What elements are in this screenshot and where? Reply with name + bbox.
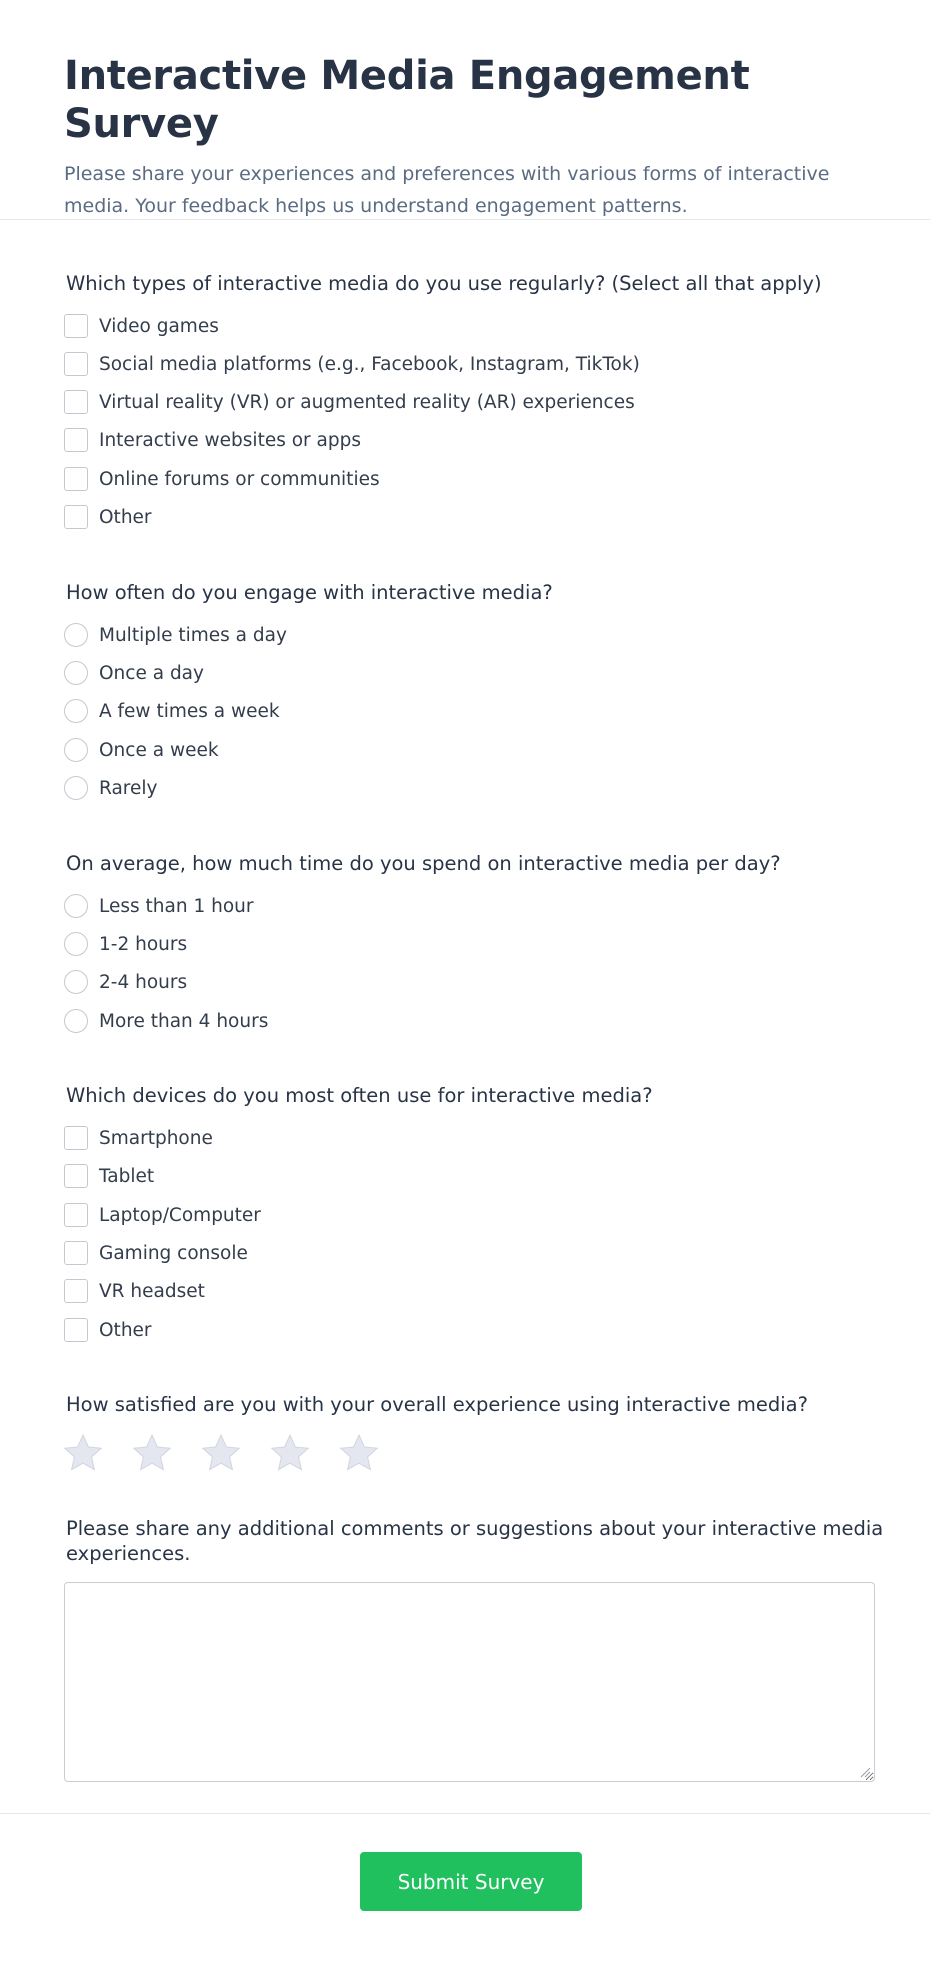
option-online-forums[interactable]: Online forums or communities xyxy=(64,466,380,492)
radio-button[interactable] xyxy=(64,623,88,647)
radio-button[interactable] xyxy=(64,932,88,956)
radio-button[interactable] xyxy=(64,1009,88,1033)
question-comments: Please share any additional comments or suggestions about your interactive media experiences. xyxy=(66,1517,884,1565)
checkbox[interactable] xyxy=(64,1164,88,1188)
option-vr-headset[interactable]: VR headset xyxy=(64,1278,205,1304)
question-satisfaction: How satisfied are you with your overall experience using interactive media? xyxy=(66,1393,808,1416)
radio-button[interactable] xyxy=(64,776,88,800)
checkbox[interactable] xyxy=(64,467,88,491)
checkbox[interactable] xyxy=(64,1126,88,1150)
option-gaming-console[interactable]: Gaming console xyxy=(64,1240,248,1266)
option-2-4-hours[interactable]: 2-4 hours xyxy=(64,969,187,995)
option-multiple-daily[interactable]: Multiple times a day xyxy=(64,622,287,648)
option-video-games[interactable]: Video games xyxy=(64,313,219,339)
star-icon[interactable] xyxy=(131,1432,173,1474)
radio-button[interactable] xyxy=(64,970,88,994)
resize-grip-icon[interactable] xyxy=(859,1766,871,1778)
option-laptop-computer[interactable]: Laptop/Computer xyxy=(64,1202,261,1228)
option-smartphone[interactable]: Smartphone xyxy=(64,1125,213,1151)
option-less-1-hour[interactable]: Less than 1 hour xyxy=(64,893,253,919)
survey-header xyxy=(0,0,930,220)
page-subtitle: Please share your experiences and preferences with various forms of interactive media. Your feedback helps us understand engagement patterns. xyxy=(64,163,830,217)
question-time-spent: On average, how much time do you spend on interactive media per day? xyxy=(66,852,781,875)
question-devices: Which devices do you most often use for interactive media? xyxy=(66,1084,653,1107)
checkbox[interactable] xyxy=(64,1241,88,1265)
comments-textarea[interactable] xyxy=(64,1582,875,1782)
option-once-weekly[interactable]: Once a week xyxy=(64,737,219,763)
page-title: Interactive Media Engagement Survey xyxy=(64,53,750,147)
radio-button[interactable] xyxy=(64,738,88,762)
question-media-types: Which types of interactive media do you use regularly? (Select all that apply) xyxy=(66,272,822,295)
submit-button[interactable]: Submit Survey xyxy=(360,1852,582,1911)
option-other-device[interactable]: Other xyxy=(64,1317,152,1343)
option-social-media[interactable]: Social media platforms (e.g., Facebook, Instagram, TikTok) xyxy=(64,351,640,377)
option-rarely[interactable]: Rarely xyxy=(64,775,157,801)
checkbox[interactable] xyxy=(64,1203,88,1227)
question-frequency: How often do you engage with interactive media? xyxy=(66,581,553,604)
option-more-4-hours[interactable]: More than 4 hours xyxy=(64,1008,268,1034)
option-tablet[interactable]: Tablet xyxy=(64,1163,154,1189)
checkbox[interactable] xyxy=(64,1318,88,1342)
radio-button[interactable] xyxy=(64,699,88,723)
star-rating xyxy=(62,1432,407,1474)
option-1-2-hours[interactable]: 1-2 hours xyxy=(64,931,187,957)
checkbox[interactable] xyxy=(64,314,88,338)
checkbox[interactable] xyxy=(64,352,88,376)
option-few-weekly[interactable]: A few times a week xyxy=(64,698,280,724)
checkbox[interactable] xyxy=(64,428,88,452)
star-icon[interactable] xyxy=(62,1432,104,1474)
checkbox[interactable] xyxy=(64,390,88,414)
option-vr-ar[interactable]: Virtual reality (VR) or augmented reality (AR) experiences xyxy=(64,389,635,415)
star-icon[interactable] xyxy=(338,1432,380,1474)
radio-button[interactable] xyxy=(64,894,88,918)
checkbox[interactable] xyxy=(64,505,88,529)
star-icon[interactable] xyxy=(269,1432,311,1474)
star-icon[interactable] xyxy=(200,1432,242,1474)
radio-button[interactable] xyxy=(64,661,88,685)
option-once-daily[interactable]: Once a day xyxy=(64,660,204,686)
option-other-media[interactable]: Other xyxy=(64,504,152,530)
footer-divider xyxy=(0,1813,930,1814)
checkbox[interactable] xyxy=(64,1279,88,1303)
option-interactive-websites[interactable]: Interactive websites or apps xyxy=(64,427,361,453)
